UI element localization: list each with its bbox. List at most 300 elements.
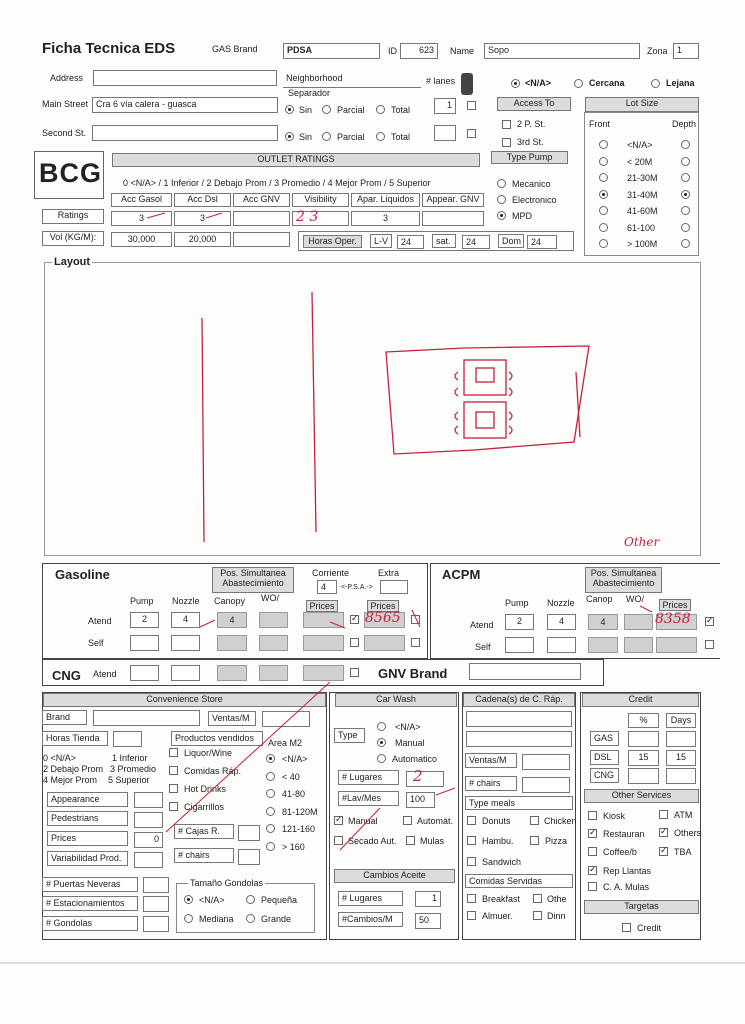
lot-front-radio-6[interactable] — [599, 239, 608, 248]
lot-front-radio-5[interactable] — [599, 223, 608, 232]
extra-label: Extra — [378, 568, 400, 578]
parcial-label-2: Parcial — [337, 132, 365, 142]
tamano-na-label: <N/A> — [199, 895, 225, 905]
gas-self-checkbox[interactable] — [350, 638, 359, 647]
total-label-2: Total — [391, 132, 411, 142]
acpm-pos-sim: Pos. Simultanea Abastecimiento — [585, 567, 662, 593]
credit-dsl-label: DSL — [590, 750, 619, 765]
cambios-lugares-field[interactable]: 1 — [415, 891, 441, 907]
store-chairs-field[interactable] — [238, 849, 260, 865]
lot-depth-radio-4[interactable] — [681, 206, 690, 215]
lot-depth-radio-2[interactable] — [681, 173, 690, 182]
lot-depth-radio-5[interactable] — [681, 223, 690, 232]
cng-pump-atend[interactable] — [130, 665, 159, 681]
cng-price-checkbox[interactable] — [350, 668, 359, 677]
ca-mulas-checkbox[interactable] — [588, 882, 597, 891]
othe-label: Othe — [547, 894, 567, 904]
cw-type-label: Type — [334, 728, 365, 743]
visibility-handwritten: 2 3 — [296, 209, 319, 225]
tamano-na-radio[interactable] — [184, 895, 193, 904]
pedestrians-field[interactable] — [134, 812, 163, 828]
cajas-field[interactable] — [238, 825, 260, 841]
lot-option-label: > 100M — [627, 239, 658, 249]
location-cercana-radio[interactable] — [574, 79, 583, 88]
coffee-checkbox[interactable] — [588, 847, 597, 856]
layout-note-handwritten: Other — [624, 535, 660, 549]
acpm-title: ACPM — [442, 567, 481, 582]
second-st-field[interactable] — [92, 125, 278, 141]
cw-na-label: <N/A> — [395, 722, 421, 732]
acpm-prices-header: Prices — [659, 599, 691, 611]
second-lanes-field[interactable] — [434, 125, 456, 141]
gas-nozzle-label: Nozzle — [172, 596, 200, 606]
area-m2-label: Area M2 — [268, 738, 303, 748]
ca-mulas-label: C. A. Mulas — [603, 882, 650, 892]
atm-label: ATM — [674, 810, 693, 820]
productos-label: Productos vendidos — [171, 731, 263, 746]
acpm-price-checkbox[interactable] — [705, 617, 714, 626]
gas-price-corriente[interactable] — [303, 612, 344, 628]
location-na-label: <N/A> — [525, 78, 552, 88]
acpm-canop-label: Canop — [586, 594, 613, 604]
pump-electronico-radio[interactable] — [497, 195, 506, 204]
id-label: ID — [388, 46, 397, 56]
apar-liquidos-col: Apar. Liquidos — [351, 193, 420, 207]
acpm-nozzle-atend[interactable]: 4 — [547, 614, 576, 630]
rating-acc-gnv[interactable] — [233, 211, 290, 226]
donuts-checkbox[interactable] — [467, 816, 476, 825]
cw-secado-checkbox[interactable] — [334, 836, 343, 845]
targetas-header: Targetas — [584, 900, 699, 914]
breakfast-checkbox[interactable] — [467, 894, 476, 903]
convenience-store-header: Convenience Store — [43, 693, 326, 707]
acpm-nozzle-self[interactable] — [547, 637, 576, 653]
acpm-wo-self[interactable] — [624, 637, 653, 653]
estacionamientos-label: # Estacionamientos — [42, 896, 138, 911]
acpm-canop-self[interactable] — [588, 637, 618, 653]
breakfast-label: Breakfast — [482, 894, 521, 904]
name-field[interactable]: Sopo — [484, 43, 640, 59]
address-label: Address — [50, 73, 84, 83]
gas-pump-self[interactable] — [130, 635, 159, 651]
donuts-label: Donuts — [482, 816, 511, 826]
scale-0: 0 <N/A> — [43, 753, 77, 763]
puertas-field[interactable] — [143, 877, 169, 893]
access-to-header: Access To — [497, 97, 571, 111]
almuer-label: Almuer. — [482, 911, 513, 921]
cw-manual-checkbox[interactable] — [334, 816, 343, 825]
cajas-label: # Cajas R. — [174, 824, 234, 839]
lot-size-panel — [584, 112, 699, 256]
store-chairs-label: # chairs — [174, 848, 234, 863]
pump-mpd-radio[interactable] — [497, 211, 506, 220]
acpm-self-checkbox[interactable] — [705, 640, 714, 649]
main-street-label: Main Street — [42, 99, 89, 109]
layout-sketch — [44, 262, 701, 556]
cw-lav-label: #Lav/Mes — [338, 791, 399, 806]
credit-card-checkbox[interactable] — [622, 923, 631, 932]
gas-nozzle-self[interactable] — [171, 635, 200, 651]
cadena-name-field-1[interactable] — [466, 711, 572, 727]
almuer-checkbox[interactable] — [467, 911, 476, 920]
pump-mpd-label: MPD — [512, 211, 532, 221]
tamano-pequena-radio[interactable] — [246, 895, 255, 904]
cambios-header: Cambios Aceite — [334, 869, 455, 883]
variabilidad-field[interactable] — [134, 852, 163, 868]
chicken-checkbox[interactable] — [530, 816, 539, 825]
psa-label: <-P.S.A.-> — [341, 584, 373, 591]
rating-scale: 0 <N/A> / 1 Inferior / 2 Debajo Prom / 3 Promedio / 4 Mejor Prom / 5 Superior — [123, 178, 431, 188]
acpm-self-label: Self — [475, 642, 491, 652]
name-label: Name — [450, 46, 475, 56]
cw-na-radio[interactable] — [377, 722, 386, 731]
cw-lugares-field[interactable] — [406, 771, 444, 787]
cng-nozzle-atend[interactable] — [171, 665, 200, 681]
coffee-label: Coffee/b — [603, 847, 637, 857]
zona-label: Zona — [647, 46, 668, 56]
gas-canopy-self[interactable] — [217, 635, 247, 651]
othe-checkbox[interactable] — [533, 894, 542, 903]
comidas-label: Comidas Ráp. — [184, 766, 242, 776]
gas-canopy-atend[interactable]: 4 — [217, 612, 247, 628]
lot-option-label: 61-100 — [627, 222, 656, 233]
access-2p-label: 2 P. St. — [517, 119, 546, 129]
dom-field[interactable]: 24 — [527, 235, 557, 249]
area-option-label: 41-80 — [282, 789, 306, 799]
kiosk-label: Kiosk — [603, 811, 626, 821]
acc-gasol-col: Acc Gasol — [111, 193, 172, 207]
lot-front-radio-0[interactable] — [599, 140, 608, 149]
hot-drinks-label: Hot Drinks — [184, 784, 227, 794]
gas-brand-field[interactable]: PDSA — [283, 43, 380, 59]
atm-checkbox[interactable] — [659, 810, 668, 819]
cng-atend-label: Atend — [93, 669, 117, 679]
cw-automat-checkbox[interactable] — [403, 816, 412, 825]
separador-label: Separador — [288, 88, 331, 98]
credit-days-header: Days — [666, 713, 696, 728]
cng-price-atend[interactable] — [303, 665, 344, 681]
lv-label: L-V — [370, 234, 392, 248]
tamano-mediana-label: Mediana — [199, 914, 234, 924]
acpm-pump-self[interactable] — [505, 637, 534, 653]
puertas-label: # Puertas Neveras — [42, 877, 138, 892]
second-sin-radio[interactable] — [285, 132, 294, 141]
tamano-grande-radio[interactable] — [246, 914, 255, 923]
access-3rd-checkbox[interactable] — [502, 138, 511, 147]
area-option-label: < 40 — [282, 771, 300, 782]
lot-front-radio-2[interactable] — [599, 173, 608, 182]
cw-manual-radio[interactable] — [377, 738, 386, 747]
prices-field[interactable]: 0 — [134, 832, 163, 848]
location-na-radio[interactable] — [511, 79, 520, 88]
vol-dsl[interactable]: 20,000 — [174, 232, 231, 247]
gasoline-pos-sim: Pos. Simultanea Abastecimiento — [212, 567, 294, 593]
pizza-checkbox[interactable] — [530, 836, 539, 845]
lot-option-label: 31-40M — [627, 189, 658, 200]
acpm-canop-atend[interactable]: 4 — [588, 614, 618, 630]
lot-depth-radio-3[interactable] — [681, 190, 690, 199]
zona-field[interactable]: 1 — [673, 43, 699, 59]
gas-atend-label: Atend — [88, 616, 112, 626]
sat-label: sat. — [432, 234, 456, 248]
tamano-frame — [176, 883, 315, 933]
credit-gas-pct[interactable] — [628, 731, 659, 747]
lot-size-header: Lot Size — [585, 97, 699, 112]
lot-depth-radio-1[interactable] — [681, 157, 690, 166]
gas-brand-label: GAS Brand — [212, 44, 258, 54]
comidas-checkbox[interactable] — [169, 766, 178, 775]
separador-sin-radio[interactable] — [285, 105, 294, 114]
area-radio-4[interactable] — [266, 824, 275, 833]
gondolas-field[interactable] — [143, 916, 169, 932]
second-parcial-radio[interactable] — [322, 132, 331, 141]
visibility-col: Visibility — [292, 193, 349, 207]
ventas-label: Ventas/M — [208, 711, 256, 726]
cw-mulas-label: Mulas — [420, 836, 445, 846]
horas-tienda-label: Horas Tienda — [42, 731, 108, 746]
credit-cng-days[interactable] — [666, 768, 696, 784]
cambios-lugares-label: # Lugares — [338, 891, 403, 906]
cadena-name-field-2[interactable] — [466, 731, 572, 747]
ratings-label: Ratings — [42, 209, 104, 224]
cw-automatico-radio[interactable] — [377, 754, 386, 763]
rep-llantas-checkbox[interactable] — [588, 866, 597, 875]
lot-option-label: <N/A> — [627, 140, 653, 150]
cadena-header: Cadena(s) de C. Ráp. — [463, 693, 575, 707]
gas-wo-self[interactable] — [259, 635, 288, 651]
sat-field[interactable]: 24 — [462, 235, 490, 249]
gas-price-self-extra[interactable] — [364, 635, 405, 651]
area-radio-0[interactable] — [266, 754, 275, 763]
gas-price-handwritten: 8565 — [365, 610, 401, 626]
tamano-label: Tamaño Gondolas — [190, 878, 264, 888]
lanes-field[interactable]: 1 — [434, 98, 456, 114]
main-street-field[interactable]: Cra 6 vía calera - guasca — [92, 97, 278, 113]
others-checkbox[interactable] — [659, 828, 668, 837]
acc-gnv-col: Acc GNV — [233, 193, 290, 207]
hot-drinks-checkbox[interactable] — [169, 784, 178, 793]
second-st-label: Second St. — [42, 128, 87, 138]
restauran-label: Restauran — [603, 829, 645, 839]
gondolas-label: # Gondolas — [42, 916, 138, 931]
rating-acc-gasol[interactable]: 3 — [111, 211, 172, 226]
horas-tienda-field[interactable] — [113, 731, 142, 747]
psa-field[interactable]: 4 — [317, 580, 337, 594]
lot-option-label: < 20M — [627, 156, 653, 167]
scale-5: 5 Superior — [108, 775, 150, 785]
area-radio-5[interactable] — [266, 842, 275, 851]
id-field[interactable]: 623 — [400, 43, 438, 59]
page-title: Ficha Tecnica EDS — [42, 40, 176, 57]
area-radio-1[interactable] — [266, 772, 275, 781]
total-label: Total — [391, 105, 411, 115]
access-3rd-label: 3rd St. — [517, 137, 544, 147]
gas-price-extra-checkbox[interactable] — [411, 615, 420, 624]
cng-wo-atend[interactable] — [259, 665, 288, 681]
lot-front-radio-4[interactable] — [599, 206, 608, 215]
location-lejana-label: Lejana — [666, 78, 695, 88]
cadena-ventas-field[interactable] — [522, 754, 570, 770]
scale-3: 3 Promedio — [110, 764, 157, 774]
gas-nozzle-atend[interactable]: 4 — [171, 612, 200, 628]
acpm-wo-atend[interactable] — [624, 614, 653, 630]
parcial-label: Parcial — [337, 105, 365, 115]
psa-extra-field[interactable] — [380, 580, 408, 594]
gnv-brand-field[interactable] — [469, 663, 581, 680]
cw-lugares-label: # Lugares — [338, 770, 399, 785]
scale-4: 4 Mejor Prom — [43, 775, 98, 785]
location-cercana-label: Cercana — [589, 78, 625, 88]
lot-depth-radio-0[interactable] — [681, 140, 690, 149]
scale-1: 1 Inferior — [112, 753, 148, 763]
credit-header: Credit — [582, 693, 699, 707]
cw-secado-label: Secado Aut. — [348, 836, 397, 846]
gas-price-self-corriente[interactable] — [303, 635, 344, 651]
cng-title: CNG — [52, 668, 81, 683]
vol-gasol[interactable]: 30,000 — [111, 232, 172, 247]
lot-option-label: 21-30M — [627, 173, 658, 183]
cw-mulas-checkbox[interactable] — [406, 836, 415, 845]
rating-acc-dsl[interactable]: 3 — [174, 211, 231, 226]
credit-cng-pct[interactable] — [628, 768, 659, 784]
credit-pct-header: % — [628, 713, 659, 728]
neighborhood-label: Neighborhood — [286, 73, 343, 83]
second-total-radio[interactable] — [376, 132, 385, 141]
credit-gas-days[interactable] — [666, 731, 696, 747]
acpm-atend-label: Atend — [470, 620, 494, 630]
area-radio-3[interactable] — [266, 807, 275, 816]
second-lanes-checkbox[interactable] — [467, 129, 476, 138]
car-wash-header: Car Wash — [335, 693, 457, 707]
prices-label: Prices — [47, 831, 128, 846]
lv-field[interactable]: 24 — [397, 235, 424, 249]
estacionamientos-field[interactable] — [143, 896, 169, 912]
brand-field[interactable] — [93, 710, 200, 726]
acpm-wo-label: WO/ — [626, 594, 644, 604]
area-radio-2[interactable] — [266, 789, 275, 798]
credit-dsl-days[interactable]: 15 — [666, 750, 696, 766]
acpm-pump-atend[interactable]: 2 — [505, 614, 534, 630]
cw-automatico-label: Automatico — [392, 754, 438, 764]
lot-depth-label: Depth — [672, 119, 697, 129]
cadena-chairs-label: # chairs — [465, 776, 517, 791]
area-option-label: <N/A> — [282, 754, 308, 764]
gas-price-checkbox[interactable] — [350, 615, 359, 624]
cambios-m-field[interactable]: 50 — [415, 913, 441, 929]
gas-prices-corriente-header: Prices — [306, 600, 338, 612]
sandwich-checkbox[interactable] — [467, 857, 476, 866]
sin-label-2: Sin — [299, 132, 313, 142]
credit-card-label: Credit — [637, 923, 662, 933]
lot-front-radio-3[interactable] — [599, 190, 608, 199]
acc-dsl-col: Acc Dsl — [174, 193, 231, 207]
lot-depth-radio-6[interactable] — [681, 239, 690, 248]
credit-dsl-pct[interactable]: 15 — [628, 750, 659, 766]
tamano-pequena-label: Pequeña — [261, 895, 298, 905]
cigarrillos-label: Cigarrillos — [184, 802, 225, 812]
others-label: Others — [674, 828, 702, 838]
corriente-label: Corriente — [312, 568, 350, 578]
rating-apar-liquidos[interactable]: 3 — [351, 211, 420, 226]
area-option-label: > 160 — [282, 841, 305, 852]
pump-mecanico-radio[interactable] — [497, 179, 506, 188]
location-lejana-radio[interactable] — [651, 79, 660, 88]
separador-parcial-radio[interactable] — [322, 105, 331, 114]
pedestrians-label: Pedestrians — [47, 811, 128, 826]
dinn-label: Dinn — [547, 911, 566, 921]
address-field[interactable] — [93, 70, 277, 86]
credit-cng-label: CNG — [590, 768, 619, 783]
lot-option-label: 41-60M — [627, 206, 658, 216]
gas-pump-label: Pump — [130, 596, 154, 606]
appearance-field[interactable] — [134, 792, 163, 808]
appear-gnv-col: Appear. GNV — [422, 193, 484, 207]
cw-automat-label: Automát. — [417, 816, 454, 826]
pump-electronico-label: Electronico — [512, 195, 557, 205]
hambu-checkbox[interactable] — [467, 836, 476, 845]
credit-gas-label: GAS — [590, 731, 619, 746]
liquor-label: Liquor/Wine — [184, 748, 233, 758]
dinn-checkbox[interactable] — [533, 911, 542, 920]
cadena-ventas-label: Ventas/M — [465, 753, 517, 768]
liquor-checkbox[interactable] — [169, 748, 178, 757]
area-option-label: 121-160 — [282, 824, 316, 834]
ventas-field[interactable] — [262, 711, 310, 727]
rep-llantas-label: Rep Llantas — [603, 866, 652, 876]
cigarrillos-checkbox[interactable] — [169, 802, 178, 811]
gas-wo-label: WO/ — [261, 593, 279, 603]
rating-appear-gnv[interactable] — [422, 211, 484, 226]
tba-checkbox[interactable] — [659, 847, 668, 856]
separador-total-radio[interactable] — [376, 105, 385, 114]
gas-self-label: Self — [88, 638, 104, 648]
pizza-label: Pizza — [545, 836, 568, 846]
access-2p-checkbox[interactable] — [502, 120, 511, 129]
cng-canopy-atend[interactable] — [217, 665, 247, 681]
traffic-light-icon — [461, 73, 473, 95]
sandwich-label: Sandwich — [482, 857, 522, 867]
gas-pump-atend[interactable]: 2 — [130, 612, 159, 628]
gnv-brand-label: GNV Brand — [378, 666, 448, 681]
cadena-chairs-field[interactable] — [522, 777, 570, 793]
comidas-servidas-label: Comidas Servidas — [465, 874, 573, 888]
gas-self-extra-checkbox[interactable] — [411, 638, 420, 647]
lot-front-radio-1[interactable] — [599, 157, 608, 166]
tamano-mediana-radio[interactable] — [184, 914, 193, 923]
gas-prices-extra-header: Prices — [367, 600, 399, 612]
gasoline-title: Gasoline — [55, 567, 110, 582]
vol-gnv[interactable] — [233, 232, 290, 247]
restauran-checkbox[interactable] — [588, 829, 597, 838]
acpm-price-self[interactable] — [656, 637, 697, 653]
bcg-logo: BCG — [39, 158, 102, 188]
lanes-checkbox[interactable] — [467, 101, 476, 110]
cw-manual-cb-label: Manual — [348, 816, 378, 826]
gas-wo-atend[interactable] — [259, 612, 288, 628]
cambios-m-label: #Cambios/M — [338, 912, 403, 927]
vol-label: Vol (KG/M): — [42, 231, 104, 246]
lot-front-label: Front — [589, 119, 611, 129]
pump-mecanico-label: Mecanico — [512, 179, 551, 189]
scale-2: 2 Debajo Prom — [43, 764, 104, 774]
cw-lugares-handwritten: 2 — [413, 767, 423, 785]
cw-lav-field[interactable]: 100 — [406, 792, 435, 808]
kiosk-checkbox[interactable] — [588, 811, 597, 820]
hambu-label: Hambu. — [482, 836, 514, 846]
other-services-header: Other Services — [584, 789, 699, 803]
type-pump-header: Type Pump — [491, 151, 568, 164]
brand-label: Brand — [42, 710, 87, 725]
